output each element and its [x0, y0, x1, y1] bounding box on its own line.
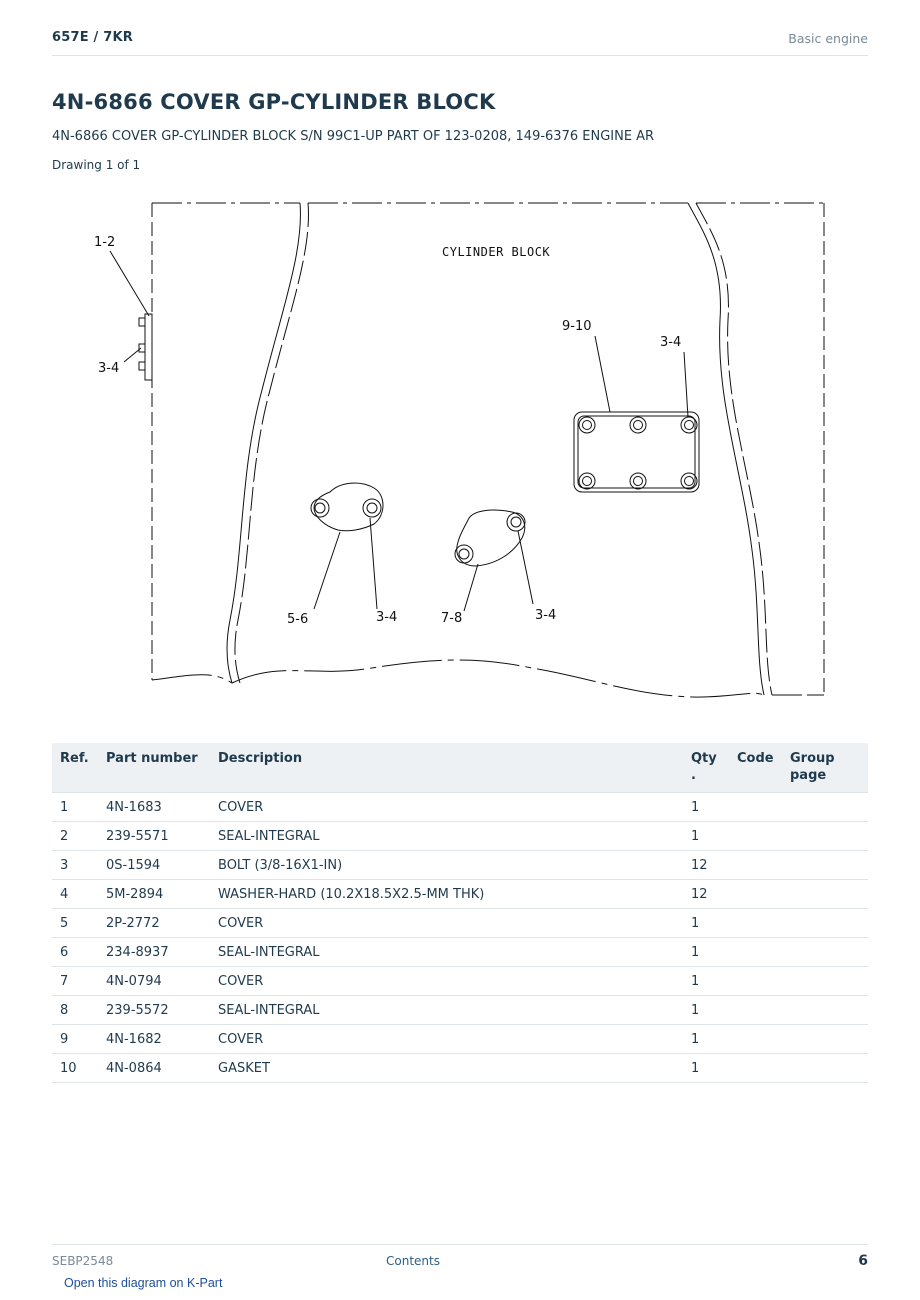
header-code: Code	[729, 743, 782, 793]
cell-group-page	[782, 822, 868, 851]
header-qty: Qty .	[683, 743, 729, 793]
cell-ref: 2	[52, 822, 98, 851]
cell-description: COVER	[210, 793, 683, 822]
table-row	[52, 909, 868, 938]
callout-3-4-pear[interactable]: 3-4	[535, 608, 557, 623]
table-row	[52, 793, 868, 822]
cell-qty: 1	[683, 996, 729, 1025]
table-header-row	[52, 743, 868, 793]
cell-qty: 12	[683, 851, 729, 880]
callout-5-6[interactable]: 5-6	[287, 612, 309, 627]
cell-qty: 1	[683, 822, 729, 851]
callout-3-4-left[interactable]: 3-4	[98, 361, 120, 376]
cell-qty: 1	[683, 793, 729, 822]
cell-group-page	[782, 996, 868, 1025]
cell-description: SEAL-INTEGRAL	[210, 996, 683, 1025]
parts-table	[52, 743, 868, 1083]
cell-group-page	[782, 909, 868, 938]
cell-code	[729, 1054, 782, 1083]
document-code: SEBP2548	[52, 1254, 114, 1268]
cell-part-number[interactable]: 5M-2894	[98, 880, 210, 909]
page-number: 6	[858, 1253, 868, 1269]
callout-1-2[interactable]: 1-2	[94, 235, 116, 250]
header-group-page: Group page	[782, 743, 868, 793]
callout-3-4-plate[interactable]: 3-4	[660, 335, 682, 350]
cell-part-number[interactable]: 239-5572	[98, 996, 210, 1025]
machine-model: 657E / 7KR	[52, 30, 133, 45]
cell-qty: 1	[683, 938, 729, 967]
cell-qty: 1	[683, 1054, 729, 1083]
cell-group-page	[782, 880, 868, 909]
cell-code	[729, 967, 782, 996]
cell-code	[729, 822, 782, 851]
cell-part-number[interactable]: 234-8937	[98, 938, 210, 967]
cell-part-number[interactable]: 239-5571	[98, 822, 210, 851]
cell-code	[729, 938, 782, 967]
cell-part-number[interactable]: 4N-0794	[98, 967, 210, 996]
cell-ref: 4	[52, 880, 98, 909]
table-row	[52, 880, 868, 909]
table-row	[52, 996, 868, 1025]
cell-code	[729, 851, 782, 880]
table-row	[52, 1025, 868, 1054]
cell-part-number[interactable]: 2P-2772	[98, 909, 210, 938]
cell-description: COVER	[210, 1025, 683, 1054]
cell-part-number[interactable]: 4N-1682	[98, 1025, 210, 1054]
open-in-kpart-link[interactable]: Open this diagram on K-Part	[64, 1276, 223, 1290]
cell-qty: 1	[683, 967, 729, 996]
cylinder-block-label: CYLINDER BLOCK	[442, 245, 551, 259]
cell-description: WASHER-HARD (10.2X18.5X2.5-MM THK)	[210, 880, 683, 909]
cell-ref: 3	[52, 851, 98, 880]
cell-group-page	[782, 1054, 868, 1083]
cell-ref: 10	[52, 1054, 98, 1083]
cell-group-page	[782, 967, 868, 996]
table-row	[52, 822, 868, 851]
cell-part-number[interactable]: 4N-1683	[98, 793, 210, 822]
cell-code	[729, 1025, 782, 1054]
parts-diagram-svg	[52, 190, 868, 715]
cell-description: BOLT (3/8-16X1-IN)	[210, 851, 683, 880]
cell-ref: 6	[52, 938, 98, 967]
cell-part-number[interactable]: 4N-0864	[98, 1054, 210, 1083]
cell-group-page	[782, 1025, 868, 1054]
cell-ref: 9	[52, 1025, 98, 1054]
parts-diagram[interactable]	[52, 190, 868, 715]
header-part-number: Part number	[98, 743, 210, 793]
cell-group-page	[782, 793, 868, 822]
cell-ref: 1	[52, 793, 98, 822]
cell-ref: 5	[52, 909, 98, 938]
cell-group-page	[782, 851, 868, 880]
table-row	[52, 967, 868, 996]
cell-description: COVER	[210, 967, 683, 996]
parts-table-body	[52, 793, 868, 1083]
cell-code	[729, 880, 782, 909]
cell-qty: 1	[683, 1025, 729, 1054]
page-footer	[52, 1244, 868, 1274]
callout-3-4-oval[interactable]: 3-4	[376, 610, 398, 625]
header-ref: Ref.	[52, 743, 98, 793]
section-name: Basic engine	[788, 31, 868, 46]
cell-description: GASKET	[210, 1054, 683, 1083]
cell-group-page	[782, 938, 868, 967]
cell-description: COVER	[210, 909, 683, 938]
contents-link[interactable]: Contents	[386, 1254, 440, 1268]
cell-qty: 12	[683, 880, 729, 909]
callout-7-8[interactable]: 7-8	[441, 611, 463, 626]
cell-code	[729, 996, 782, 1025]
page-header	[52, 28, 868, 56]
header-description: Description	[210, 743, 683, 793]
callout-9-10[interactable]: 9-10	[562, 319, 592, 334]
cell-code	[729, 909, 782, 938]
cell-ref: 8	[52, 996, 98, 1025]
cell-code	[729, 793, 782, 822]
cell-description: SEAL-INTEGRAL	[210, 938, 683, 967]
table-row	[52, 851, 868, 880]
page-title: 4N-6866 COVER GP-CYLINDER BLOCK	[52, 90, 496, 114]
drawing-label: Drawing 1 of 1	[52, 158, 141, 172]
cell-ref: 7	[52, 967, 98, 996]
cell-part-number[interactable]: 0S-1594	[98, 851, 210, 880]
page-subtitle: 4N-6866 COVER GP-CYLINDER BLOCK S/N 99C1-UP PART OF 123-0208, 149-6376 ENGINE AR	[52, 129, 655, 144]
cell-description: SEAL-INTEGRAL	[210, 822, 683, 851]
table-row	[52, 1054, 868, 1083]
table-row	[52, 938, 868, 967]
cell-qty: 1	[683, 909, 729, 938]
